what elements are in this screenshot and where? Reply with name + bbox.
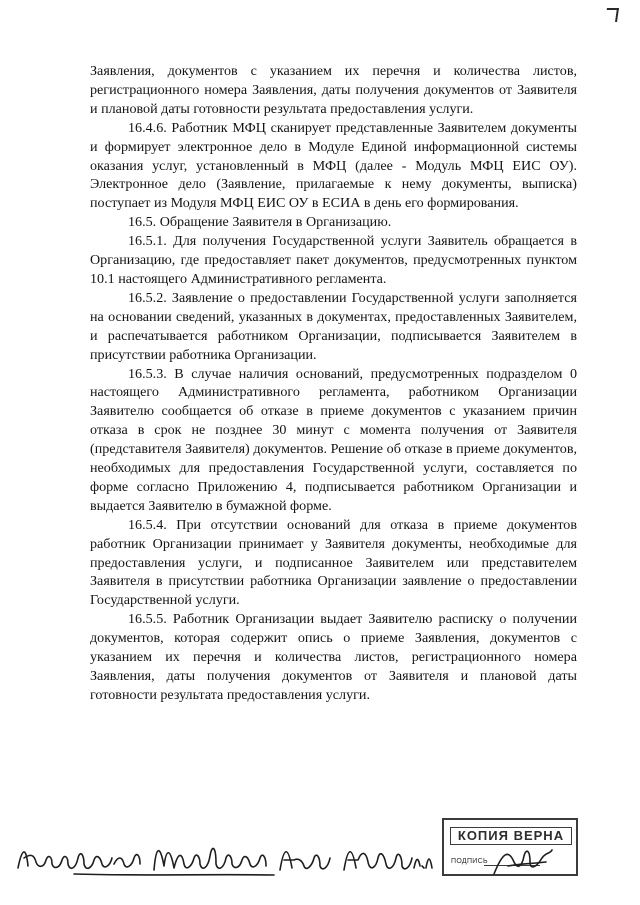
stamp-signature-icon (488, 844, 558, 878)
stamp-title: КОПИЯ ВЕРНА (450, 827, 572, 845)
handwritten-signature-note (14, 828, 434, 888)
paragraph-continuation: Заявления, документов с указанием их перечня и количества листов, регистрационного номера Заявления, даты получения документов от Заявителя и плановой даты готовности результата предоставления услуги. (90, 63, 577, 117)
page-corner-mark (605, 8, 619, 22)
paragraph-16-5-3: 16.5.3. В случае наличия оснований, предусмотренных подразделом 0 настоящего Административного регламента, работником Организации Заявителю сообщается об отказе в приеме документов с указанием причин отказа в срок не позднее 30 минут с момента получения от Заявителя (представителя Заявителя) документов. Решение об отказе в приеме документов, необходимых для предоставления Государственной услуги, составляется по форме согласно Приложению 4, подписывается работником Организации и выдается Заявителю в бумажной форме. (90, 365, 577, 514)
paragraph-16-5-2: 16.5.2. Заявление о предоставлении Государственной услуги заполняется на основании сведений, указанных в документах, предоставленных Заявителем, и распечатывается работником Организации, подписывается Заявителем в присутствии работника Организации. (90, 289, 577, 363)
copy-certified-stamp (442, 818, 578, 876)
paragraph-16-5-4: 16.5.4. При отсутствии оснований для отказа в приеме документов работник Организации принимает у Заявителя документы, необходимые для предоставления услуги, и подписанное Заявителем или представителем Заявителя в присутствии работника Организации заявление о предоставлении Государственной услуги. (90, 516, 577, 609)
paragraph-16-5: 16.5. Обращение Заявителя в Организацию. (128, 214, 392, 231)
stamp-sign-label: ПОДПИСЬ (451, 858, 488, 865)
paragraph-16-5-1: 16.5.1. Для получения Государственной услуги Заявитель обращается в Организацию, где предоставляет пакет документов, предусмотренных пунктом 10.1 настоящего Административного регламента. (90, 233, 577, 287)
paragraph-16-4-6: 16.4.6. Работник МФЦ сканирует представленные Заявителем документы и формирует электронное дело в Модуле Единой информационной системы оказания услуг, установленный в МФЦ (далее - Модуль МФЦ ЕИС ОУ). Электронное дело (Заявление, прилагаемые к нему документы, выписка) поступает из Модуля МФЦ ЕИС ОУ в ЕСИА в день его формирования. (90, 119, 577, 212)
document-body (90, 62, 577, 705)
paragraph-16-5-5: 16.5.5. Работник Организации выдает Заявителю расписку о получении документов, которая содержит опись о приеме Заявления, документов с указанием их перечня и количества листов, регистрационного номера Заявления, даты получения документов от Заявителя и плановой даты готовности результата предоставления услуги. (90, 611, 577, 703)
